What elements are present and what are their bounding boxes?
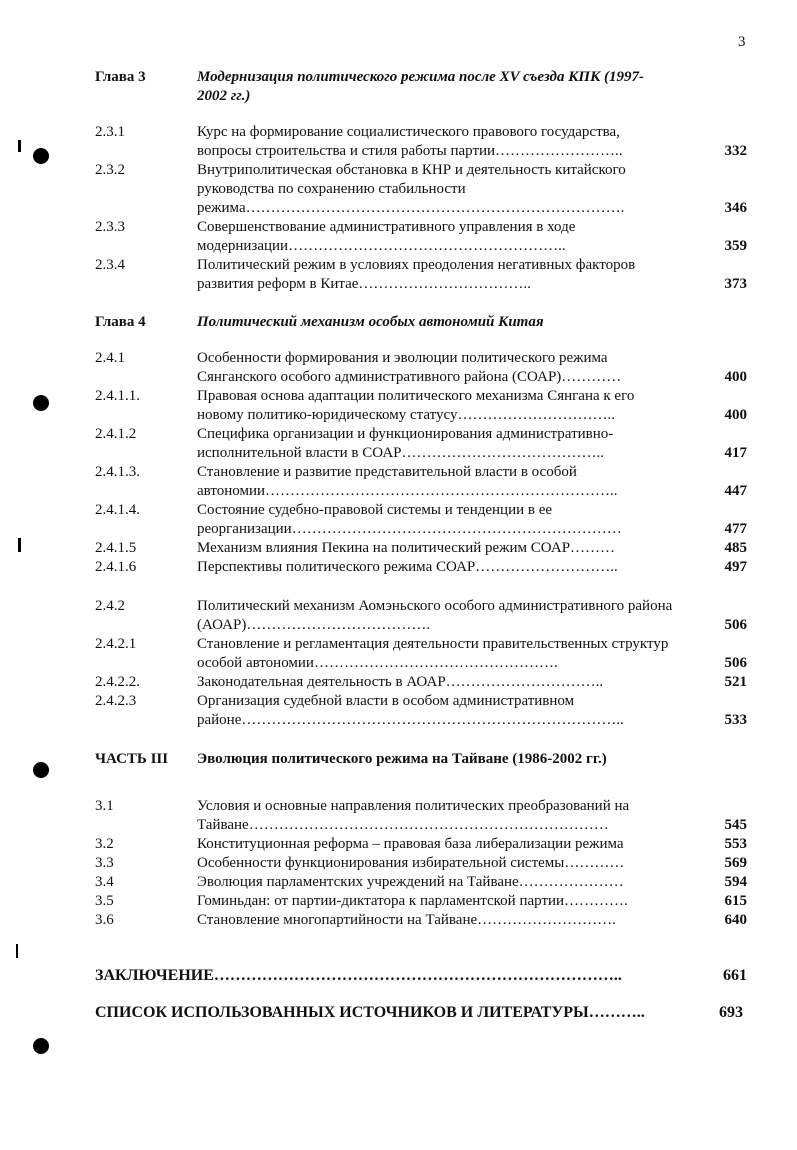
- toc-entry-number: 2.3.3: [95, 219, 125, 235]
- toc-entry-title: Законодательная деятельность в АОАР…………………………..: [197, 674, 604, 690]
- toc-entry-title: Эволюция парламентских учреждений на Тайване…………………: [197, 874, 624, 890]
- toc-entry-number: 3.5: [95, 893, 114, 909]
- toc-entry-title: Политический режим в условиях преодоления негативных факторов развития реформ в Китае……………………………..: [197, 257, 636, 292]
- toc-entry-number: 3.1: [95, 798, 114, 814]
- toc-entry-page: 553: [724, 836, 747, 852]
- toc-entry-number: 2.3.2: [95, 162, 125, 178]
- toc-entry-page: 477: [724, 521, 747, 537]
- toc-entry-number: 3.2: [95, 836, 114, 852]
- toc-entry-page: 417: [724, 445, 747, 461]
- toc-entry-number: 2.4.2.2.: [95, 674, 140, 690]
- toc-entry-title: Политический механизм Аомэньского особого административного района (АОАР)……………………………….: [197, 598, 673, 633]
- toc-entry-title: Внутриполитическая обстановка в КНР и деятельность китайского руководства по сохранению стабильности режима………………………………………………………………….: [197, 162, 626, 216]
- toc-entry-page: 485: [724, 540, 747, 556]
- toc-entry-page: 346: [724, 200, 747, 216]
- toc-entry-title: Конституционная реформа – правовая база либерализации режима: [197, 836, 624, 852]
- toc-entry-title: Особенности формирования и эволюции политического режима Сянганского особого административного района (СОАР)…………: [197, 350, 622, 385]
- toc-entry-title: Курс на формирование социалистического правового государства, вопросы строительства и стиля работы партии……………………..: [197, 124, 623, 159]
- toc-entry-number: 3.6: [95, 912, 114, 928]
- binder-hole: [33, 762, 49, 778]
- toc-entry-page: 400: [724, 407, 747, 423]
- scan-mark: [18, 140, 21, 152]
- toc-entry-title: Гоминьдан: от партии-диктатора к парламентской партии………….: [197, 893, 628, 909]
- toc-entry-number: 2.4.1.6: [95, 559, 137, 575]
- toc-entry-title: Организация судебной власти в особом административном районе…………………………………………………………………..: [197, 693, 624, 728]
- toc-entry-number: 2.3.1: [95, 124, 125, 140]
- toc-entry-number: 2.4.2.1: [95, 636, 137, 652]
- toc-entry-title: Механизм влияния Пекина на политический режим СОАР………: [197, 540, 616, 556]
- toc-entry-number: 3.3: [95, 855, 114, 871]
- toc-entry-page: 533: [724, 712, 747, 728]
- toc-entry-title: Специфика организации и функционирования административно-исполнительной власти в СОАР…………………………………..: [197, 426, 614, 461]
- conclusion-page: 661: [723, 967, 747, 984]
- chapter-label: Глава 4: [95, 314, 146, 330]
- page-number: 3: [738, 34, 746, 50]
- toc-entry-page: 594: [724, 874, 747, 890]
- toc-entry-page: 506: [724, 655, 747, 671]
- toc-entry-page: 545: [724, 817, 747, 833]
- toc-entry-number: 2.3.4: [95, 257, 125, 273]
- toc-entry-page: 497: [724, 559, 747, 575]
- toc-entry-page: 569: [724, 855, 747, 871]
- toc-entry-page: 615: [724, 893, 747, 909]
- part-label: ЧАСТЬ III: [95, 751, 169, 767]
- toc-entry-number: 2.4.1.4.: [95, 502, 140, 518]
- toc-entry-title: Становление многопартийности на Тайване……………………….: [197, 912, 616, 928]
- toc-entry-title: Становление и развитие представительной власти в особой автономии……………………………………………………………..: [197, 464, 618, 499]
- scan-mark: [18, 538, 21, 552]
- chapter-label: Глава 3: [95, 69, 146, 85]
- toc-entry-page: 373: [724, 276, 747, 292]
- toc-entry-number: 2.4.1.5: [95, 540, 137, 556]
- toc-entry-number: 2.4.1: [95, 350, 125, 366]
- chapter-title: Политический механизм особых автономий Китая: [197, 314, 544, 330]
- toc-entry-page: 332: [724, 143, 747, 159]
- toc-entry-number: 3.4: [95, 874, 114, 890]
- bibliography-page: 693: [719, 1004, 743, 1021]
- toc-entry-number: 2.4.1.1.: [95, 388, 140, 404]
- toc-entry-page: 506: [724, 617, 747, 633]
- toc-entry-page: 521: [724, 674, 747, 690]
- toc-entry-page: 447: [724, 483, 747, 499]
- bibliography-title: СПИСОК ИСПОЛЬЗОВАННЫХ ИСТОЧНИКОВ И ЛИТЕРАТУРЫ………..: [95, 1004, 645, 1021]
- binder-hole: [33, 148, 49, 164]
- toc-entry-page: 640: [724, 912, 747, 928]
- toc-entry-title: Особенности функционирования избирательной системы…………: [197, 855, 625, 871]
- toc-entry-number: 2.4.1.2: [95, 426, 137, 442]
- chapter-title: Модернизация политического режима после XV съезда КПК (1997-2002 гг.): [197, 69, 644, 104]
- toc-entry-title: Правовая основа адаптации политического механизма Сянгана к его новому политико-юридическому статусу…………………………..: [197, 388, 635, 423]
- toc-entry-number: 2.4.2.3: [95, 693, 137, 709]
- scan-mark: [16, 944, 18, 958]
- toc-entry-title: Совершенствование административного управления в ходе модернизации………………………………………………..: [197, 219, 576, 254]
- toc-entry-title: Перспективы политического режима СОАР………………………..: [197, 559, 618, 575]
- part-title: Эволюция политического режима на Тайване (1986-2002 гг.): [197, 751, 607, 767]
- binder-hole: [33, 395, 49, 411]
- toc-entry-page: 359: [724, 238, 747, 254]
- conclusion-title: ЗАКЛЮЧЕНИЕ…………………………………………………………………..: [95, 967, 622, 984]
- toc-entry-title: Становление и регламентация деятельности правительственных структур особой автономии………………………………………….: [197, 636, 669, 671]
- binder-hole: [33, 1038, 49, 1054]
- toc-entry-number: 2.4.2: [95, 598, 125, 614]
- toc-entry-number: 2.4.1.3.: [95, 464, 140, 480]
- toc-entry-title: Условия и основные направления политических преобразований на Тайване………………………………………………………………: [197, 798, 630, 833]
- toc-entry-page: 400: [724, 369, 747, 385]
- toc-entry-title: Состояние судебно-правовой системы и тенденции в ее реорганизации…………………………………………………………: [197, 502, 622, 537]
